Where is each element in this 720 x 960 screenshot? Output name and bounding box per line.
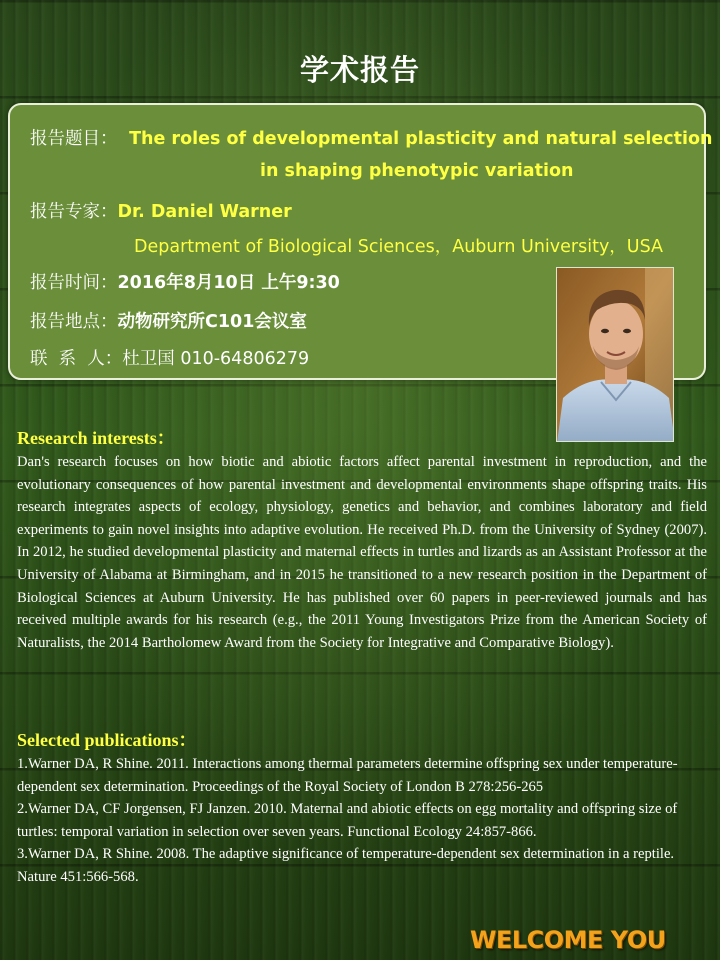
time-value: 2016年8月10日 上午9:30: [117, 273, 340, 293]
page-title: 学术报告: [299, 53, 420, 87]
research-interests-heading: Research interests：: [17, 428, 175, 448]
publications-list: [17, 753, 707, 889]
time-label: 报告时间：: [30, 273, 118, 293]
publication-item: 2.Warner DA, CF Jorgensen, FJ Janzen. 2010. Maternal and abiotic effects on egg mortality and offspring size of turtles: temporal variation in selection over seven years. Functional Ecology 24:857-866.: [17, 801, 678, 840]
place-row: [30, 308, 307, 333]
contact-value: 杜卫国 010-64806279: [122, 349, 310, 369]
speaker-label: 报告专家：: [30, 202, 118, 222]
topic-row: [30, 125, 712, 150]
topic-title-line2: in shaping phenotypic variation: [260, 161, 574, 181]
welcome-banner: WELCOME YOU: [470, 926, 666, 954]
speaker-name: Dr. Daniel Warner: [117, 202, 292, 222]
time-row: [30, 269, 340, 294]
topic-title-line1: The roles of developmental plasticity and natural selection: [129, 129, 713, 149]
topic-label: 报告题目：: [30, 129, 118, 149]
contact-row: [30, 345, 309, 370]
speaker-photo: [556, 267, 674, 442]
publication-item: 3.Warner DA, R Shine. 2008. The adaptive significance of temperature-dependent sex determination in a reptile. Nature 451:566-568.: [17, 846, 675, 885]
publication-item: 1.Warner DA, R Shine. 2011. Interactions among thermal parameters determine offspring sex under temperature-dependent sex determination. Proceedings of the Royal Society of London B 278:256-265: [17, 756, 678, 795]
research-interests-text: Dan's research focuses on how biotic and abiotic factors affect parental investment in reproduction, and the evolutionary consequences of how parental investment and developmental environments shape offspring traits. His research integrates aspects of ecology, physiology, genetics and behavior, and combines laboratory and field experiments to gain novel insights into adaptive evolution. He received Ph.D. from the University of Sydney (2007). In 2012, he studied developmental plasticity and maternal effects in turtles and lizards as an Assistant Professor at the University of Alabama at Birmingham, and in 2015 he transitioned to a new research position in the Department of Biological Sciences at Auburn University. He has published over 60 papers in peer-reviewed journals and has received multiple awards for his research (e.g., the 2011 Young Investigators Prize from the American Society of Naturalists, the 2014 Bartholomew Award from the Society for Integrative and Comparative Biology).: [17, 454, 707, 651]
affiliation-row: [134, 233, 663, 258]
speaker-row: [30, 198, 292, 223]
publications-heading: Selected publications：: [17, 730, 197, 750]
topic-row-2: [260, 161, 573, 181]
speaker-affiliation: Department of Biological Sciences，Auburn University，USA: [134, 237, 664, 257]
place-label: 报告地点：: [30, 312, 118, 332]
contact-label: 联 系 人：: [30, 349, 123, 369]
place-value: 动物研究所C101会议室: [117, 312, 307, 332]
